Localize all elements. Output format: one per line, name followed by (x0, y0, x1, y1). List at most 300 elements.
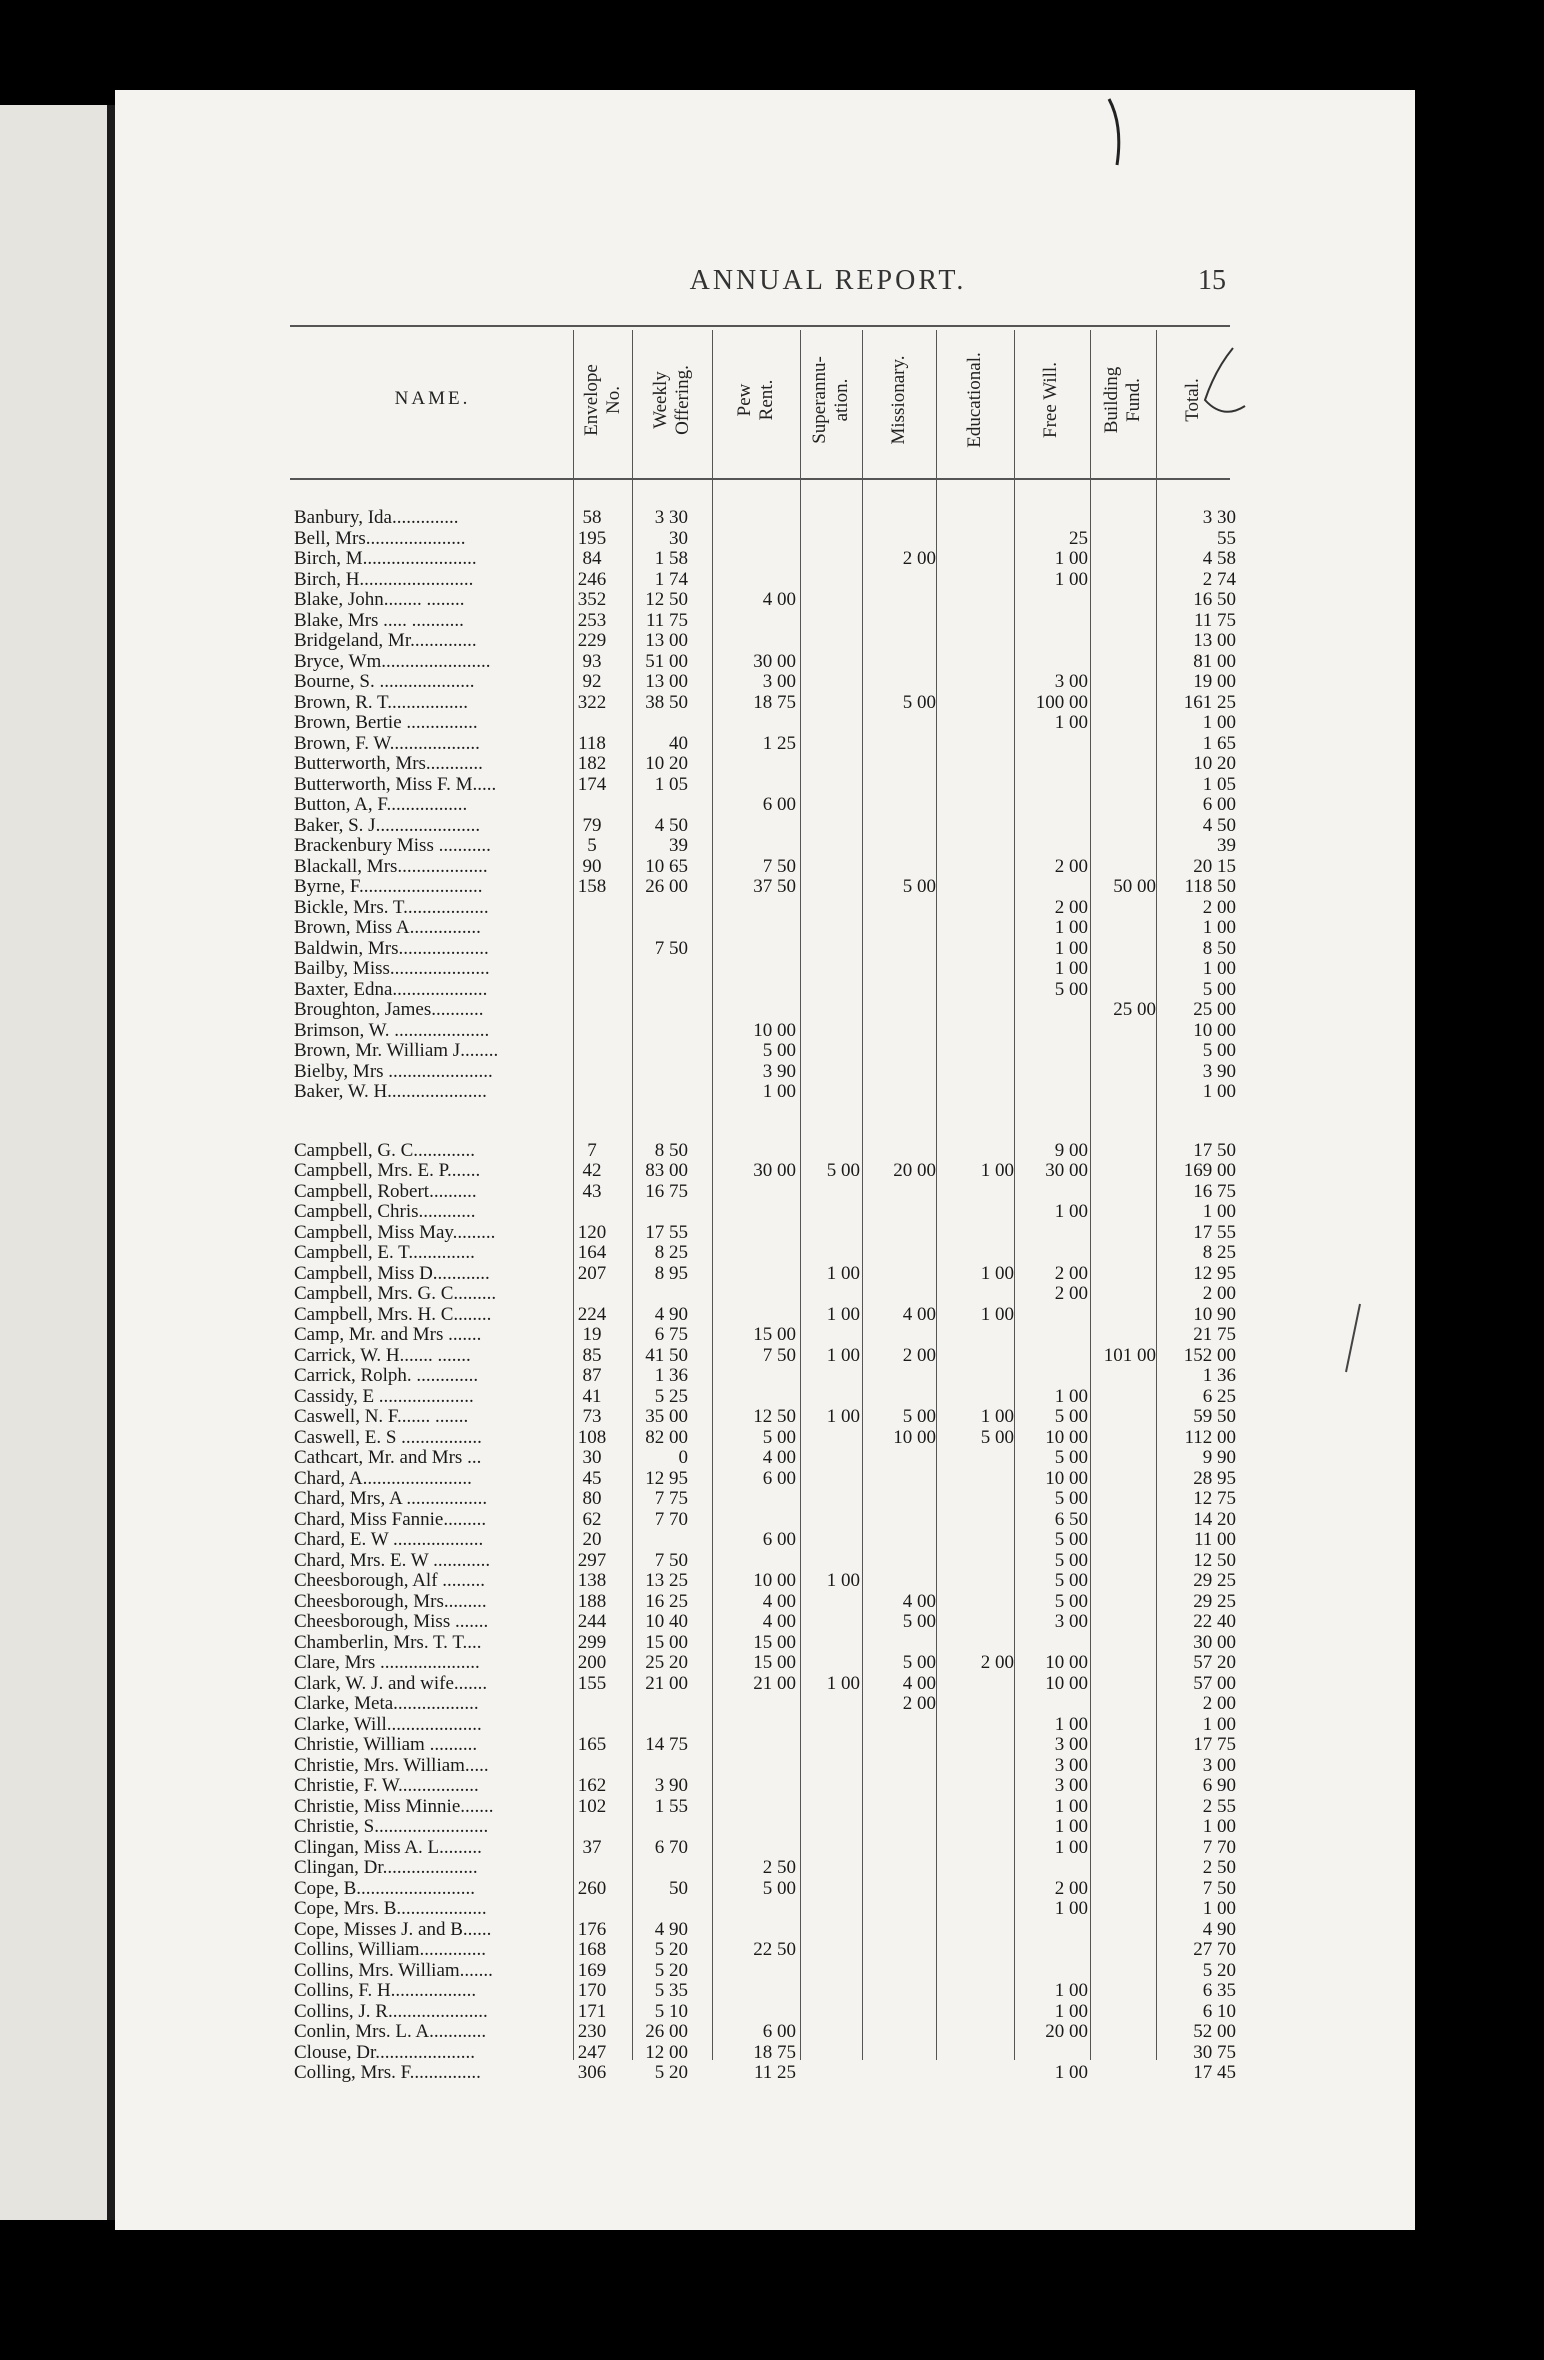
amount-env: 5 (587, 835, 597, 856)
table-row (0, 1082, 1544, 1103)
amount-pew: 7 50 (762, 1344, 796, 1366)
header-rule-bottom (290, 478, 1230, 480)
amount-weekly: 3 90 (654, 1775, 688, 1796)
amount-total: 30 75 (1193, 2041, 1236, 2063)
amount-total: 169 00 (1183, 1160, 1236, 1181)
amount-free: 2 00 (1054, 855, 1088, 877)
amount-total: 118 50 (1184, 876, 1236, 897)
amount-weekly: 17 55 (645, 1221, 688, 1243)
amount-pew: 11 25 (753, 2062, 796, 2083)
amount-free: 9 00 (1054, 1139, 1088, 1161)
amount-miss: 5 00 (902, 1611, 936, 1632)
amount-total: 1 00 (1202, 712, 1236, 733)
amount-free: 5 00 (1054, 1447, 1088, 1468)
amount-total: 25 00 (1193, 999, 1236, 1020)
amount-weekly: 8 95 (654, 1262, 688, 1284)
table-row (0, 1062, 1544, 1083)
amount-total: 1 00 (1202, 917, 1236, 938)
amount-env: 247 (577, 2041, 607, 2063)
amount-free: 3 00 (1054, 1754, 1088, 1776)
amount-env: 87 (582, 1365, 602, 1386)
amount-total: 4 90 (1202, 1918, 1236, 1940)
pen-mark (1340, 1300, 1370, 1380)
amount-total: 2 00 (1202, 1283, 1236, 1304)
amount-pew: 6 00 (762, 2021, 796, 2042)
contributor-name: Collins, J. R..................... (294, 2001, 488, 2022)
amount-env: 230 (577, 2021, 607, 2042)
amount-total: 1 05 (1202, 773, 1236, 795)
amount-weekly: 5 20 (654, 2062, 688, 2083)
amount-free: 3 00 (1054, 671, 1088, 692)
amount-free: 1 00 (1054, 712, 1088, 733)
amount-pew: 6 00 (762, 1529, 796, 1550)
subscription-table (0, 508, 1544, 2084)
column-header-total: Total. (1182, 378, 1204, 422)
table-row (0, 939, 1544, 960)
amount-weekly: 10 40 (645, 1611, 688, 1632)
table-row (0, 1448, 1544, 1469)
table-row (0, 1817, 1544, 1838)
amount-edu: 2 00 (980, 1652, 1014, 1673)
contributor-name: Camp, Mr. and Mrs ....... (294, 1325, 482, 1345)
amount-env: 37 (582, 1836, 602, 1858)
table-row (0, 1715, 1544, 1736)
amount-free: 30 00 (1045, 1160, 1088, 1181)
contributor-name: Chard, E. W ................... (294, 1530, 484, 1550)
contributor-name: Baxter, Edna.................... (294, 979, 488, 1000)
amount-env: 260 (577, 1877, 607, 1899)
contributor-name: Brown, Mr. William J........ (294, 1041, 499, 1061)
contributor-name: Brimson, W. .................... (294, 1020, 490, 1041)
contributor-name: Bickle, Mrs. T.................. (294, 897, 489, 918)
contributor-name: Birch, H........................ (294, 569, 474, 590)
amount-free: 5 00 (1054, 1406, 1088, 1427)
column-header-envelope: Envelope No. (581, 364, 624, 436)
amount-total: 13 00 (1193, 630, 1236, 651)
table-row (0, 918, 1544, 939)
amount-weekly: 5 25 (654, 1385, 688, 1407)
amount-free: 5 00 (1054, 978, 1088, 1000)
contributor-name: Clarke, Will.................... (294, 1714, 482, 1735)
amount-miss: 2 00 (902, 1693, 936, 1714)
amount-env: 168 (577, 1939, 607, 1960)
amount-pew: 15 00 (753, 1324, 796, 1345)
contributor-name: Bielby, Mrs ...................... (294, 1061, 493, 1082)
amount-miss: 2 00 (902, 548, 936, 569)
amount-env: 45 (582, 1467, 602, 1489)
amount-env: 79 (582, 814, 602, 836)
table-row (0, 611, 1544, 632)
amount-miss: 4 00 (902, 1672, 936, 1694)
amount-total: 10 20 (1193, 753, 1236, 774)
table-row (0, 652, 1544, 673)
contributor-name: Chard, Miss Fannie......... (294, 1509, 487, 1530)
amount-edu: 1 00 (980, 1160, 1014, 1181)
table-row (0, 1387, 1544, 1408)
amount-weekly: 5 10 (654, 2000, 688, 2022)
amount-weekly: 1 55 (654, 1795, 688, 1817)
amount-env: 297 (577, 1549, 607, 1571)
amount-env: 244 (577, 1611, 607, 1632)
contributor-name: Conlin, Mrs. L. A............ (294, 2022, 487, 2042)
amount-total: 11 75 (1193, 609, 1236, 631)
amount-weekly: 41 50 (645, 1344, 688, 1366)
amount-pew: 21 00 (753, 1672, 796, 1694)
amount-env: 229 (577, 630, 607, 651)
amount-weekly: 26 00 (645, 2021, 688, 2042)
amount-total: 6 90 (1202, 1775, 1236, 1796)
amount-free: 1 00 (1054, 1898, 1088, 1919)
amount-free: 2 00 (1054, 1262, 1088, 1284)
table-row (0, 1325, 1544, 1346)
contributor-name: Cope, Misses J. and B...... (294, 1919, 492, 1940)
amount-pew: 15 00 (753, 1631, 796, 1653)
amount-weekly: 15 00 (645, 1631, 688, 1653)
contributor-name: Caswell, N. F....... ....... (294, 1407, 469, 1427)
amount-free: 3 00 (1054, 1611, 1088, 1632)
amount-pew: 22 50 (753, 1939, 796, 1960)
amount-total: 5 00 (1202, 1040, 1236, 1061)
amount-weekly: 1 36 (654, 1365, 688, 1386)
contributor-name: Clare, Mrs ..................... (294, 1653, 480, 1673)
table-row (0, 1592, 1544, 1613)
amount-total: 161 25 (1183, 691, 1236, 713)
amount-total: 2 74 (1202, 568, 1236, 590)
table-row (0, 1776, 1544, 1797)
amount-total: 17 45 (1193, 2062, 1236, 2083)
amount-weekly: 50 (669, 1877, 688, 1899)
amount-build: 50 00 (1113, 876, 1156, 897)
amount-total: 28 95 (1193, 1467, 1236, 1489)
table-row (0, 1489, 1544, 1510)
amount-free: 2 00 (1054, 1877, 1088, 1899)
amount-total: 11 00 (1193, 1529, 1236, 1550)
amount-weekly: 4 50 (654, 814, 688, 836)
amount-total: 55 (1217, 527, 1236, 549)
amount-miss: 4 00 (902, 1590, 936, 1612)
amount-env: 200 (577, 1652, 607, 1673)
amount-pew: 12 50 (753, 1406, 796, 1427)
amount-env: 162 (577, 1775, 607, 1796)
table-row (0, 570, 1544, 591)
amount-miss: 2 00 (902, 1344, 936, 1366)
amount-edu: 1 00 (980, 1406, 1014, 1427)
amount-env: 174 (577, 773, 607, 795)
column-header-free-will: Free Will. (1040, 362, 1062, 438)
amount-weekly: 83 00 (645, 1160, 688, 1181)
amount-free: 1 00 (1054, 937, 1088, 959)
contributor-name: Campbell, Miss D............ (294, 1263, 490, 1284)
table-row (0, 713, 1544, 734)
amount-free: 1 00 (1054, 1795, 1088, 1817)
table-row (0, 959, 1544, 980)
amount-weekly: 13 25 (645, 1570, 688, 1591)
amount-miss: 5 00 (902, 1652, 936, 1673)
amount-env: 155 (577, 1672, 607, 1694)
amount-total: 1 00 (1202, 1816, 1236, 1837)
contributor-name: Christie, S........................ (294, 1817, 489, 1837)
amount-env: 93 (582, 650, 602, 672)
table-row (0, 693, 1544, 714)
contributor-name: Cathcart, Mr. and Mrs ... (294, 1448, 482, 1468)
contributor-name: Brown, F. W................... (294, 733, 480, 754)
amount-total: 57 00 (1193, 1672, 1236, 1694)
amount-pew: 18 75 (753, 2041, 796, 2063)
table-row (0, 529, 1544, 550)
contributor-name: Collins, Mrs. William....... (294, 1960, 493, 1981)
amount-free: 10 00 (1045, 1652, 1088, 1673)
contributor-name: Brackenbury Miss ........... (294, 836, 491, 856)
amount-total: 17 50 (1193, 1139, 1236, 1161)
amount-weekly: 51 00 (645, 650, 688, 672)
contributor-name: Christie, William .......... (294, 1735, 478, 1755)
amount-total: 2 55 (1202, 1795, 1236, 1817)
amount-free: 5 00 (1054, 1488, 1088, 1509)
amount-weekly: 12 50 (645, 589, 688, 610)
table-row (0, 1694, 1544, 1715)
amount-total: 52 00 (1193, 2021, 1236, 2042)
amount-env: 102 (577, 1795, 607, 1817)
amount-total: 12 50 (1193, 1549, 1236, 1571)
amount-env: 188 (577, 1590, 607, 1612)
amount-env: 246 (577, 568, 607, 590)
contributor-name: Bourne, S. .................... (294, 672, 475, 692)
amount-free: 1 00 (1054, 1980, 1088, 2001)
amount-pew: 1 25 (762, 732, 796, 754)
amount-total: 12 75 (1193, 1488, 1236, 1509)
amount-weekly: 7 50 (654, 1549, 688, 1571)
amount-env: 224 (577, 1303, 607, 1325)
table-row (0, 1633, 1544, 1654)
table-row (0, 1469, 1544, 1490)
table-row (0, 1243, 1544, 1264)
contributor-name: Collins, F. H.................. (294, 1981, 477, 2001)
table-row (0, 1041, 1544, 1062)
amount-miss: 10 00 (893, 1426, 936, 1448)
amount-total: 5 20 (1202, 1959, 1236, 1981)
amount-sup: 1 00 (826, 1406, 860, 1427)
amount-total: 3 30 (1202, 507, 1236, 528)
table-row (0, 508, 1544, 529)
amount-free: 3 00 (1054, 1734, 1088, 1755)
header-rule-top (290, 325, 1230, 327)
contributor-name: Campbell, Robert.......... (294, 1181, 477, 1202)
amount-weekly: 12 00 (645, 2041, 688, 2063)
amount-weekly: 39 (669, 835, 688, 856)
contributor-name: Carrick, W. H....... ....... (294, 1345, 471, 1366)
amount-build: 25 00 (1113, 999, 1156, 1020)
amount-free: 2 00 (1054, 896, 1088, 918)
amount-weekly: 40 (669, 732, 688, 754)
page-number: 15 (1198, 265, 1226, 296)
amount-pew: 6 00 (762, 1467, 796, 1489)
amount-edu: 1 00 (980, 1303, 1014, 1325)
contributor-name: Chamberlin, Mrs. T. T.... (294, 1632, 482, 1653)
amount-total: 17 55 (1193, 1221, 1236, 1243)
table-row (0, 1674, 1544, 1695)
table-row (0, 2002, 1544, 2023)
amount-weekly: 35 00 (645, 1406, 688, 1427)
contributor-name: Byrne, F.......................... (294, 877, 483, 897)
table-row (0, 1141, 1544, 1162)
amount-free: 20 00 (1045, 2021, 1088, 2042)
amount-total: 1 00 (1202, 1898, 1236, 1919)
amount-total: 19 00 (1193, 671, 1236, 692)
table-row (0, 1530, 1544, 1551)
section-gap (0, 1103, 1544, 1141)
amount-env: 90 (582, 855, 602, 877)
amount-total: 1 65 (1202, 732, 1236, 754)
table-row (0, 1899, 1544, 1920)
amount-weekly: 21 00 (645, 1672, 688, 1694)
amount-total: 6 25 (1202, 1385, 1236, 1407)
table-row (0, 1000, 1544, 1021)
amount-weekly: 5 20 (654, 1939, 688, 1960)
amount-weekly: 8 50 (654, 1139, 688, 1161)
table-row (0, 1981, 1544, 2002)
contributor-name: Baker, W. H..................... (294, 1082, 487, 1102)
amount-pew: 7 50 (762, 855, 796, 877)
amount-weekly: 0 (678, 1447, 688, 1468)
amount-free: 5 00 (1054, 1570, 1088, 1591)
amount-weekly: 6 70 (654, 1836, 688, 1858)
amount-free: 1 00 (1054, 2000, 1088, 2022)
table-row (0, 980, 1544, 1001)
amount-sup: 1 00 (826, 1570, 860, 1591)
amount-total: 1 00 (1202, 1713, 1236, 1735)
amount-env: 42 (582, 1160, 602, 1181)
amount-total: 57 20 (1193, 1652, 1236, 1673)
contributor-name: Brown, Bertie ............... (294, 713, 478, 733)
amount-env: 58 (582, 507, 602, 528)
amount-free: 5 00 (1054, 1549, 1088, 1571)
amount-build: 101 00 (1103, 1344, 1156, 1366)
table-row (0, 1858, 1544, 1879)
amount-sup: 5 00 (826, 1160, 860, 1181)
table-row (0, 1735, 1544, 1756)
amount-total: 6 00 (1202, 794, 1236, 815)
table-row (0, 1961, 1544, 1982)
amount-weekly: 7 50 (654, 937, 688, 959)
contributor-name: Cassidy, E .................... (294, 1386, 474, 1407)
amount-weekly: 13 00 (645, 630, 688, 651)
amount-env: 84 (582, 548, 602, 569)
amount-total: 6 35 (1202, 1980, 1236, 2001)
amount-total: 20 15 (1193, 855, 1236, 877)
table-row (0, 549, 1544, 570)
amount-weekly: 5 35 (654, 1980, 688, 2001)
table-row (0, 1305, 1544, 1326)
contributor-name: Clingan, Dr.................... (294, 1858, 478, 1878)
amount-env: 253 (577, 609, 607, 631)
amount-miss: 5 00 (902, 691, 936, 713)
amount-pew: 3 90 (762, 1060, 796, 1082)
amount-pew: 4 00 (762, 1590, 796, 1612)
contributor-name: Butterworth, Miss F. M..... (294, 774, 497, 795)
pen-mark (1175, 340, 1255, 430)
amount-total: 6 10 (1202, 2000, 1236, 2022)
amount-total: 3 00 (1202, 1754, 1236, 1776)
amount-edu: 1 00 (980, 1262, 1014, 1284)
table-row (0, 775, 1544, 796)
amount-weekly: 4 90 (654, 1918, 688, 1940)
amount-total: 29 25 (1193, 1590, 1236, 1612)
amount-free: 6 50 (1054, 1508, 1088, 1530)
table-row (0, 1346, 1544, 1367)
amount-weekly: 12 95 (645, 1467, 688, 1489)
amount-free: 1 00 (1054, 958, 1088, 979)
pen-mark (1105, 95, 1135, 175)
column-header-missionary: Missionary. (888, 355, 910, 445)
amount-weekly: 13 00 (645, 671, 688, 692)
contributor-name: Collins, William.............. (294, 1940, 487, 1960)
contributor-name: Colling, Mrs. F............... (294, 2063, 481, 2083)
amount-env: 120 (577, 1221, 607, 1243)
amount-weekly: 7 70 (654, 1508, 688, 1530)
amount-pew: 6 00 (762, 794, 796, 815)
amount-free: 5 00 (1054, 1529, 1088, 1550)
amount-total: 22 40 (1193, 1611, 1236, 1632)
amount-env: 165 (577, 1734, 607, 1755)
contributor-name: Clingan, Miss A. L......... (294, 1837, 482, 1858)
table-row (0, 857, 1544, 878)
table-row (0, 1879, 1544, 1900)
amount-env: 306 (577, 2062, 607, 2083)
contributor-name: Campbell, Chris............ (294, 1202, 476, 1222)
amount-env: 62 (582, 1508, 602, 1530)
table-row (0, 672, 1544, 693)
amount-total: 12 95 (1193, 1262, 1236, 1284)
amount-total: 1 00 (1202, 1081, 1236, 1102)
contributor-name: Bell, Mrs..................... (294, 528, 466, 549)
table-row (0, 1161, 1544, 1182)
amount-weekly: 16 25 (645, 1590, 688, 1612)
amount-total: 10 00 (1193, 1019, 1236, 1041)
contributor-name: Button, A, F................. (294, 795, 468, 815)
table-row (0, 1612, 1544, 1633)
amount-weekly: 10 20 (645, 753, 688, 774)
amount-edu: 5 00 (980, 1426, 1014, 1448)
contributor-name: Blake, John........ ........ (294, 590, 465, 610)
table-row (0, 1223, 1544, 1244)
amount-weekly: 16 75 (645, 1180, 688, 1202)
amount-free: 2 00 (1054, 1283, 1088, 1304)
contributor-name: Broughton, James........... (294, 1000, 484, 1020)
amount-total: 17 75 (1193, 1734, 1236, 1755)
amount-total: 16 75 (1193, 1180, 1236, 1202)
table-row (0, 1920, 1544, 1941)
amount-weekly: 5 20 (654, 1959, 688, 1981)
table-row (0, 631, 1544, 652)
amount-weekly: 82 00 (645, 1426, 688, 1448)
amount-env: 7 (587, 1139, 597, 1161)
amount-free: 25 (1069, 527, 1088, 549)
amount-env: 73 (582, 1406, 602, 1427)
column-header-building-fund: Building Fund. (1101, 366, 1144, 434)
amount-total: 9 90 (1202, 1447, 1236, 1468)
table-row (0, 590, 1544, 611)
table-row (0, 1571, 1544, 1592)
amount-weekly: 26 00 (645, 876, 688, 897)
table-row (0, 816, 1544, 837)
amount-total: 7 70 (1202, 1836, 1236, 1858)
table-row (0, 1407, 1544, 1428)
amount-free: 10 00 (1045, 1426, 1088, 1448)
amount-total: 1 00 (1202, 958, 1236, 979)
amount-free: 1 00 (1054, 917, 1088, 938)
amount-pew: 4 00 (762, 1447, 796, 1468)
amount-env: 108 (577, 1426, 607, 1448)
